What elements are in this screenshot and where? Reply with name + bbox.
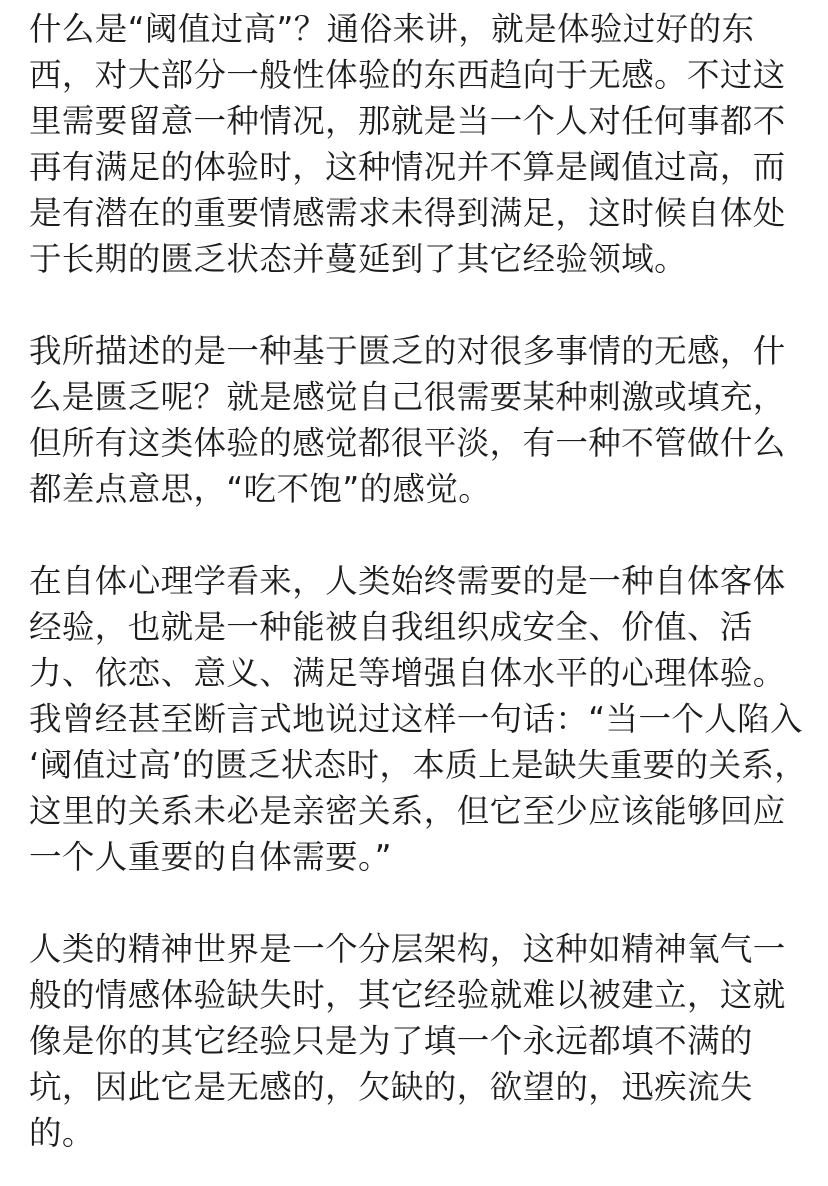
paragraph-1-line-3: 里需要留意一种情况，那就是当一个人对任何事都不	[29, 102, 786, 140]
paragraph-2-line-2: 么是匮乏呢？就是感觉自己很需要某种刺激或填充，	[29, 378, 786, 416]
paragraph-1-line-6: 于长期的匮乏状态并蔓延到了其它经验领域。	[29, 240, 688, 278]
paragraph-2-line-3: 但所有这类体验的感觉都很平淡，有一种不管做什么	[29, 424, 786, 462]
paragraph-3-line-6: 这里的关系未必是亲密关系，但它至少应该能够回应	[29, 792, 786, 830]
paragraph-3-line-5: ‘阈值过高’的匮乏状态时，本质上是缺失重要的关系，	[29, 746, 808, 784]
paragraph-3-line-1: 在自体心理学看来，人类始终需要的是一种自体客体	[29, 562, 786, 600]
paragraph-4-line-2: 般的情感体验缺失时，其它经验就难以被建立，这就	[29, 976, 786, 1014]
paragraph-1-line-2: 西，对大部分一般性体验的东西趋向于无感。不过这	[29, 56, 786, 94]
paragraph-1-line-5: 是有潜在的重要情感需求未得到满足，这时候自体处	[29, 194, 786, 232]
paragraph-3-line-2: 经验，也就是一种能被自我组织成安全、价值、活	[29, 608, 753, 646]
paragraph-1-line-4: 再有满足的体验时，这种情况并不算是阈值过高，而	[29, 148, 786, 186]
paragraph-2-line-1: 我所描述的是一种基于匮乏的对很多事情的无感，什	[29, 332, 786, 370]
paragraph-2-line-4: 都差点意思，“吃不饱”的感觉。	[29, 470, 492, 508]
paragraph-4-line-5: 的。	[29, 1114, 95, 1152]
paragraph-4-line-1: 人类的精神世界是一个分层架构，这种如精神氧气一	[29, 930, 786, 968]
paragraph-4-line-3: 像是你的其它经验只是为了填一个永远都填不满的	[29, 1022, 753, 1060]
paragraph-3-line-4: 我曾经甚至断言式地说过这样一句话：“当一个人陷入	[29, 700, 803, 738]
paragraph-4-line-4: 坑，因此它是无感的，欠缺的，欲望的，迅疾流失	[29, 1068, 753, 1106]
paragraph-1-line-1: 什么是“阈值过高”？通俗来讲，就是体验过好的东	[29, 10, 755, 48]
paragraph-3-line-3: 力、依恋、意义、满足等增强自体水平的心理体验。	[29, 654, 786, 692]
paragraph-3-line-7: 一个人重要的自体需要。”	[29, 838, 392, 876]
